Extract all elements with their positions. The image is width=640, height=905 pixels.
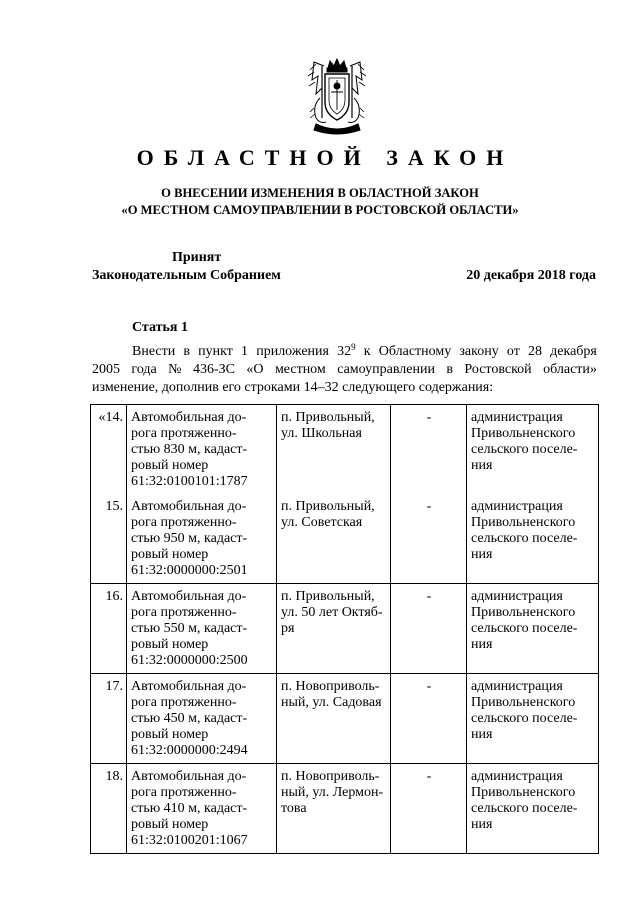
roads-table-body <box>91 405 599 854</box>
row-number-cell: 16. <box>91 584 127 674</box>
administration-cell <box>467 764 599 854</box>
road-description-line: 61:32:0000000:2494 <box>131 743 248 758</box>
administration-line: ния <box>471 637 493 652</box>
administration-line: Привольненского <box>471 605 576 620</box>
paragraph-line3: изменение, дополнив его строками 14–32 следующего содержания: <box>92 380 494 395</box>
word: приложения <box>256 344 329 359</box>
law-title: ОБЛАСТНОЙ ЗАКОН <box>136 145 514 170</box>
road-description-line: 61:32:0100201:1067 <box>131 833 248 848</box>
road-description-line: стью 950 м, кадаст- <box>131 531 248 546</box>
administration-line: ния <box>471 547 493 562</box>
administration-line: ния <box>471 727 493 742</box>
word: 1 <box>241 344 249 359</box>
paragraph-line1 <box>132 344 597 360</box>
road-location-line: ный, ул. Садовая <box>281 695 382 710</box>
road-location-line: п. Новоприволь- <box>281 769 380 784</box>
administration-cell <box>467 674 599 764</box>
road-description-line: рога протяженно- <box>131 515 237 530</box>
road-description-line: ровый номер <box>131 727 209 742</box>
road-location-line: ный, ул. Лермон- <box>281 785 384 800</box>
road-description-line: Автомобильная до- <box>131 589 247 604</box>
word: 2005 <box>92 362 120 377</box>
road-location-cell <box>277 494 391 584</box>
road-description-line: Автомобильная до- <box>131 499 247 514</box>
adopted-by: Законодательным Собранием <box>92 268 281 283</box>
administration-line: ния <box>471 817 493 832</box>
administration-line: сельского поселе- <box>471 801 578 816</box>
road-location-cell <box>277 674 391 764</box>
adopted-date: 20 декабря 2018 года <box>466 268 596 283</box>
administration-line: сельского поселе- <box>471 711 578 726</box>
administration-line: Привольненского <box>471 426 576 441</box>
road-description-line: стью 550 м, кадаст- <box>131 621 248 636</box>
road-location-line: п. Новоприволь- <box>281 679 380 694</box>
administration-line: администрация <box>471 410 563 425</box>
road-description-line: ровый номер <box>131 547 209 562</box>
table-row <box>91 764 599 854</box>
road-description-line: рога протяженно- <box>131 785 237 800</box>
road-description-line: 61:32:0100101:1787 <box>131 474 248 489</box>
road-description-cell <box>127 584 277 674</box>
road-location-cell <box>277 405 391 495</box>
administration-line: Привольненского <box>471 515 576 530</box>
row-number-cell: 18. <box>91 764 127 854</box>
row-number-cell: 17. <box>91 674 127 764</box>
appendix-number <box>337 344 356 360</box>
road-description-line: Автомобильная до- <box>131 769 247 784</box>
administration-cell <box>467 494 599 584</box>
road-location-line: това <box>281 801 307 816</box>
table-row <box>91 405 599 495</box>
word: от <box>506 344 520 359</box>
road-description-line: рога протяженно- <box>131 426 237 441</box>
word: года <box>131 362 157 377</box>
road-description-line: ровый номер <box>131 637 209 652</box>
word: № <box>168 362 182 377</box>
row-mark-cell: - <box>391 584 467 674</box>
administration-line: администрация <box>471 589 563 604</box>
road-location-cell <box>277 764 391 854</box>
word: закону <box>459 344 499 359</box>
word: 32 <box>337 344 352 359</box>
road-description-line: рога протяженно- <box>131 605 237 620</box>
paragraph-line2 <box>92 362 597 378</box>
word: декабря <box>550 344 597 359</box>
table-row <box>91 674 599 764</box>
word: местном <box>274 362 326 377</box>
road-location-line: ул. 50 лет Октяб- <box>281 605 383 620</box>
road-description-line: стью 450 м, кадаст- <box>131 711 248 726</box>
road-location-line: п. Привольный, <box>281 589 375 604</box>
word: Областному <box>378 344 452 359</box>
law-subtitle-line1: О ВНЕСЕНИИ ИЗМЕНЕНИЯ В ОБЛАСТНОЙ ЗАКОН <box>161 186 479 200</box>
road-location-line: ря <box>281 621 295 636</box>
road-location-line: ул. Школьная <box>281 426 362 441</box>
adopted-label: Принят <box>172 250 222 265</box>
table-row <box>91 584 599 674</box>
road-description-line: 61:32:0000000:2500 <box>131 653 248 668</box>
row-mark-cell: - <box>391 494 467 584</box>
word: Внести <box>132 344 176 359</box>
word: 28 <box>527 344 542 359</box>
administration-line: сельского поселе- <box>471 621 578 636</box>
road-location-line: п. Привольный, <box>281 499 375 514</box>
administration-line: ния <box>471 458 493 473</box>
road-description-line: 61:32:0000000:2501 <box>131 563 248 578</box>
road-description-line: рога протяженно- <box>131 695 237 710</box>
article-heading: Статья 1 <box>132 320 188 335</box>
word: Ростовской <box>464 362 532 377</box>
row-mark-cell: - <box>391 674 467 764</box>
coat-of-arms-icon <box>306 58 368 138</box>
word: к <box>363 344 371 359</box>
word: 436-ЗС <box>192 362 235 377</box>
word: «О <box>246 362 264 377</box>
road-location-line: ул. Советская <box>281 515 363 530</box>
word: самоуправлении <box>337 362 435 377</box>
administration-line: Привольненского <box>471 695 576 710</box>
administration-line: администрация <box>471 769 563 784</box>
administration-line: Привольненского <box>471 785 576 800</box>
row-number-cell: 15. <box>91 494 127 584</box>
row-mark-cell: - <box>391 405 467 495</box>
administration-line: сельского поселе- <box>471 531 578 546</box>
road-description-line: Автомобильная до- <box>131 410 247 425</box>
road-description-cell <box>127 405 277 495</box>
administration-line: администрация <box>471 499 563 514</box>
word: пункт <box>198 344 233 359</box>
administration-line: администрация <box>471 679 563 694</box>
road-description-line: стью 830 м, кадаст- <box>131 442 248 457</box>
row-mark-cell: - <box>391 764 467 854</box>
road-description-line: ровый номер <box>131 458 209 473</box>
administration-line: сельского поселе- <box>471 442 578 457</box>
road-description-cell <box>127 764 277 854</box>
roads-table <box>90 404 599 854</box>
word: в <box>446 362 453 377</box>
road-location-cell <box>277 584 391 674</box>
administration-cell <box>467 584 599 674</box>
road-location-line: п. Привольный, <box>281 410 375 425</box>
superscript: 9 <box>351 342 356 352</box>
road-description-cell <box>127 674 277 764</box>
road-description-line: стью 410 м, кадаст- <box>131 801 248 816</box>
road-description-cell <box>127 494 277 584</box>
word: области» <box>543 362 597 377</box>
road-description-line: ровый номер <box>131 817 209 832</box>
administration-cell <box>467 405 599 495</box>
road-description-line: Автомобильная до- <box>131 679 247 694</box>
word: в <box>183 344 190 359</box>
row-number-cell: «14. <box>91 405 127 495</box>
law-subtitle-line2: «О МЕСТНОМ САМОУПРАВЛЕНИИ В РОСТОВСКОЙ ОБЛАСТИ» <box>121 203 519 217</box>
table-row <box>91 494 599 584</box>
